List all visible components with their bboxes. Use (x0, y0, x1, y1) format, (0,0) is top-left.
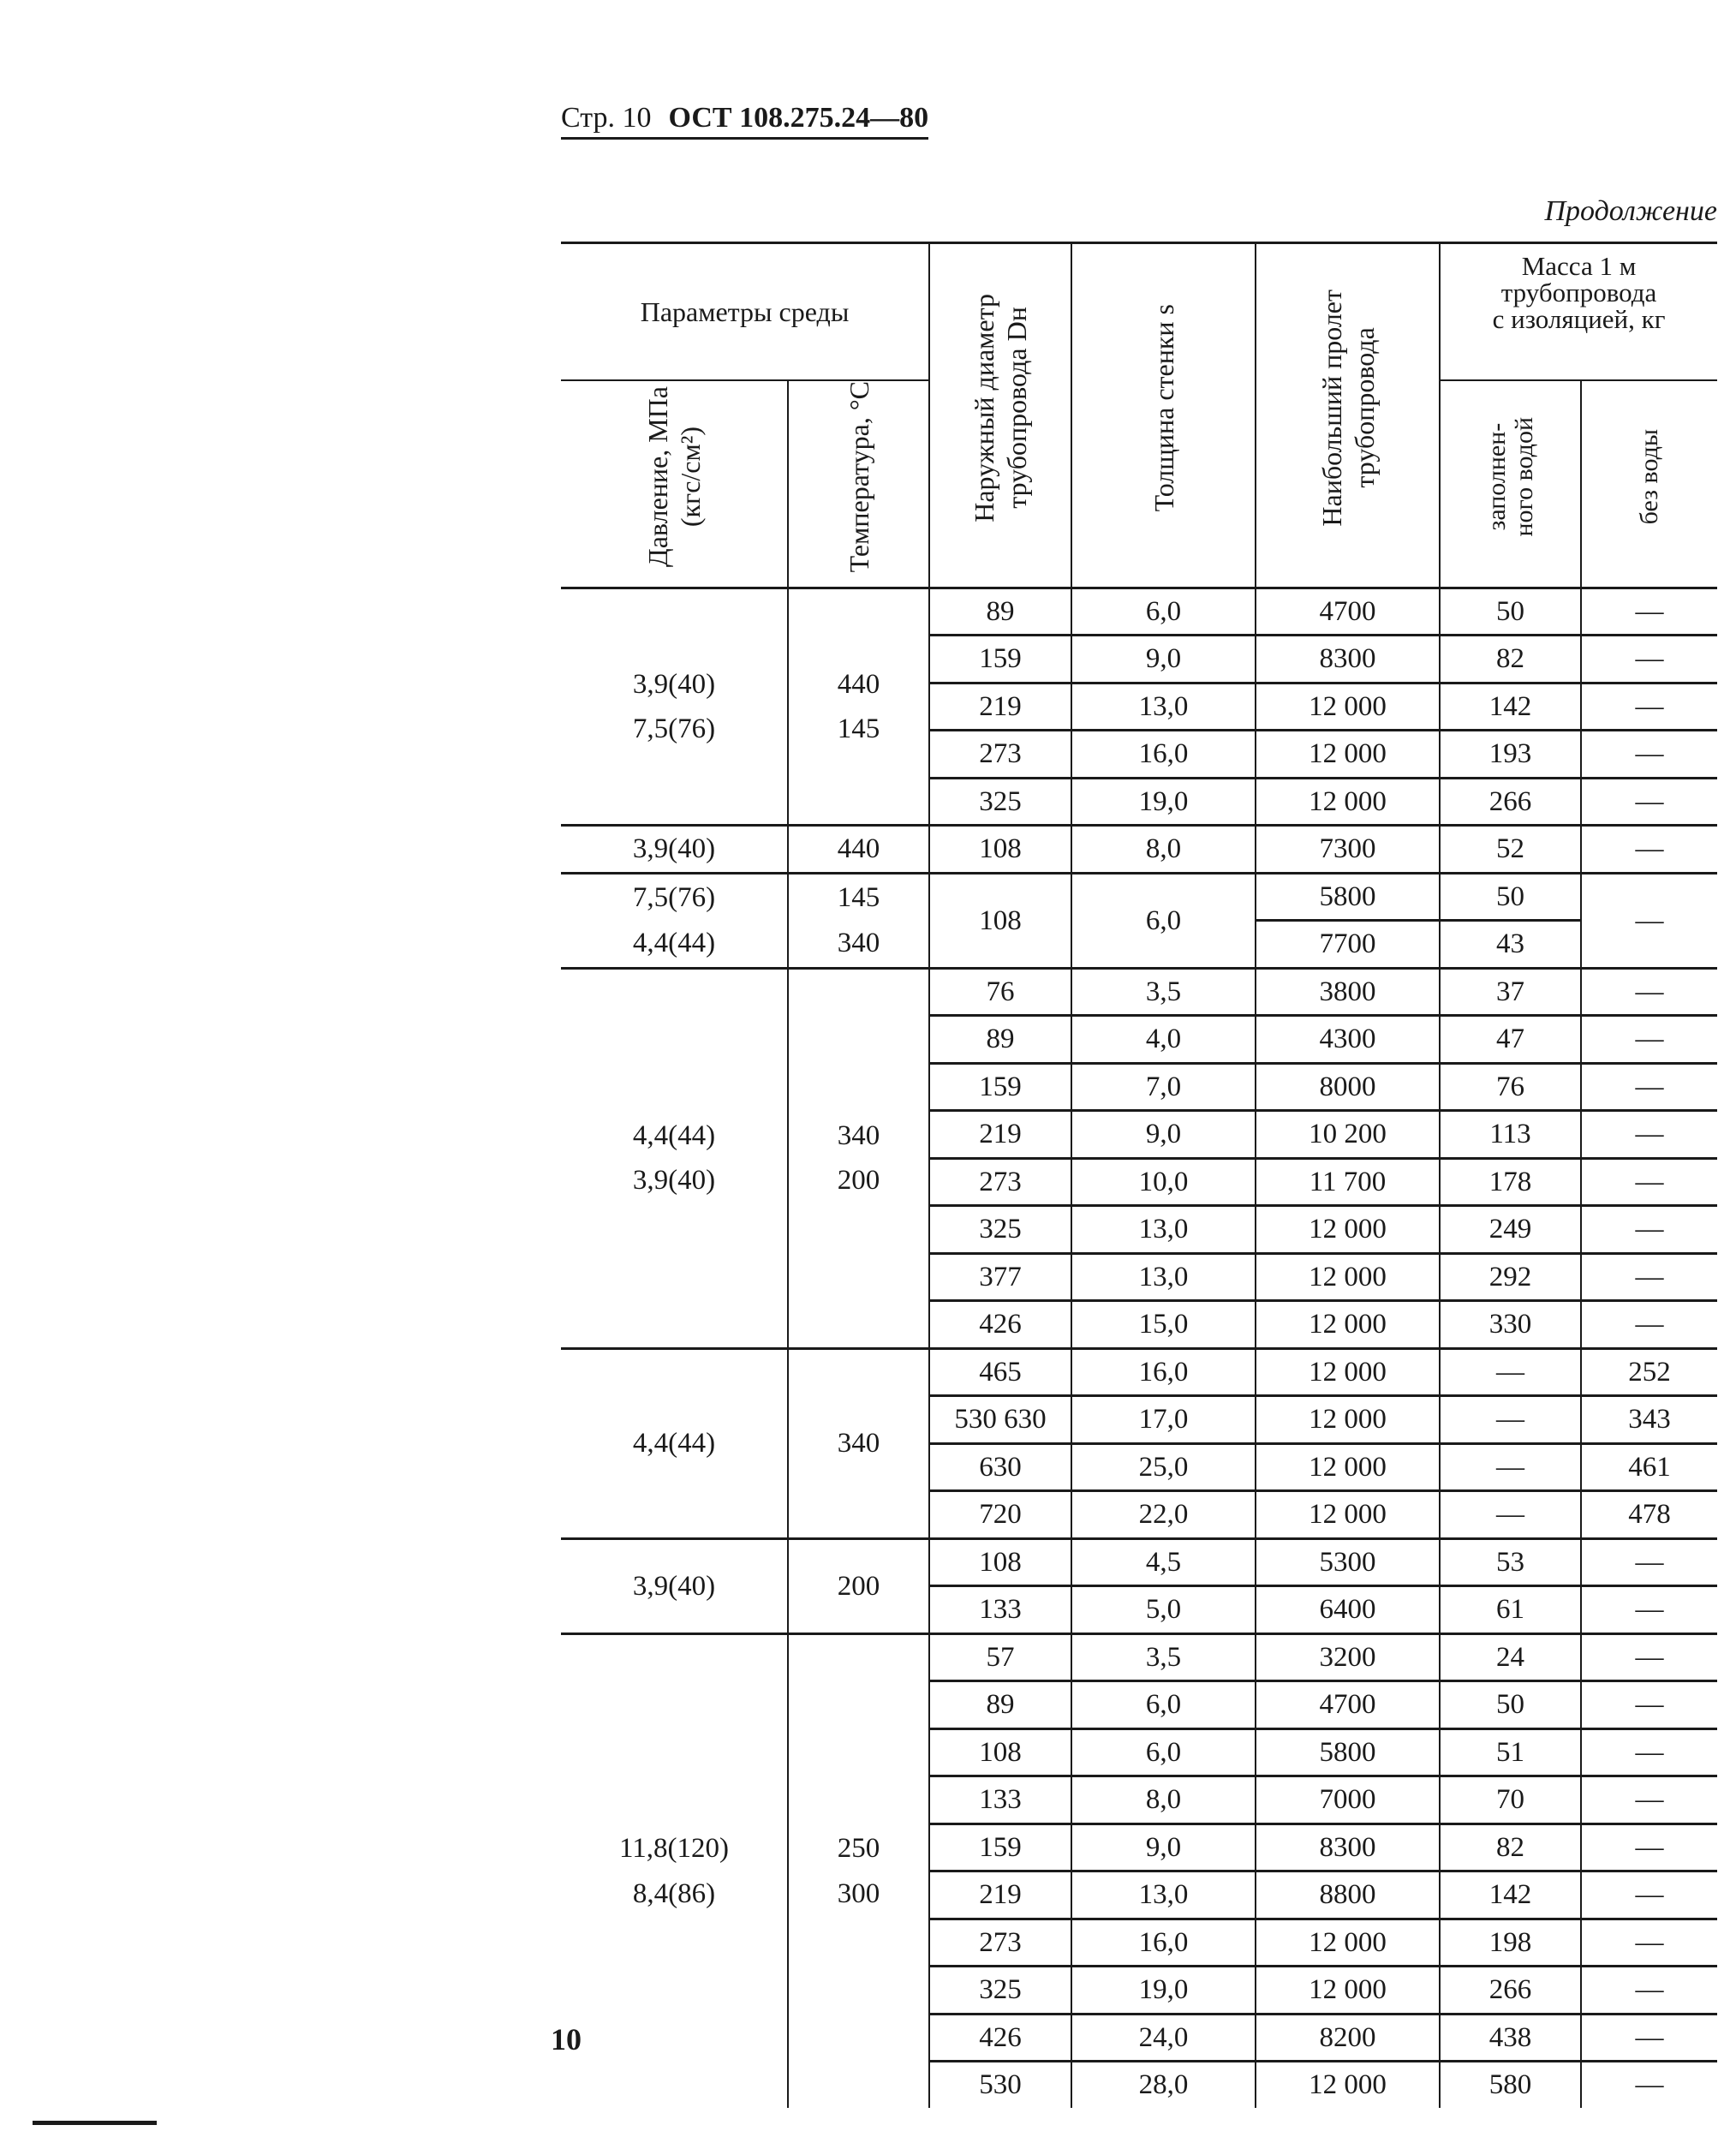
filled-mass-cell: 178 (1440, 1158, 1581, 1206)
wall-thickness-cell: 9,0 (1071, 1824, 1256, 1871)
empty-mass-cell: — (1581, 1919, 1717, 1967)
page-number: 10 (551, 2022, 582, 2056)
span-cell: 11 700 (1256, 1158, 1440, 1206)
diameter-cell: 720 (929, 1491, 1071, 1539)
pressure-cell-line: 11,8(120) (618, 1833, 729, 1865)
filled-mass-cell: 142 (1440, 683, 1581, 731)
pressure-cell-line: 3,9(40) (632, 1570, 716, 1602)
span-cell: 8800 (1256, 1871, 1440, 1919)
pressure-cell-line: 3,9(40) (632, 668, 716, 700)
span-cell: 12 000 (1256, 1253, 1440, 1301)
span-cell: 12 000 (1256, 1491, 1440, 1539)
filled-mass-cell: 51 (1440, 1728, 1581, 1776)
temperature-cell-line: 340 (837, 927, 880, 958)
span-cell: 4700 (1256, 588, 1440, 636)
diameter-cell: 530 (929, 2062, 1071, 2108)
empty-mass-cell: — (1581, 1158, 1717, 1206)
filled-mass-cell: — (1440, 1348, 1581, 1396)
span-cell: 4700 (1256, 1681, 1440, 1729)
pressure-cell-line: 4,4(44) (632, 927, 716, 958)
pressure-cell-line: 3,9(40) (632, 833, 716, 865)
filled-mass-cell: 249 (1440, 1206, 1581, 1254)
diameter-cell: 89 (929, 588, 1071, 636)
table-row (561, 1538, 1717, 1586)
span-cell: 12 000 (1256, 683, 1440, 731)
table-row (561, 873, 1717, 921)
diameter-cell: 219 (929, 683, 1071, 731)
filled-mass-cell: 142 (1440, 1871, 1581, 1919)
empty-mass-cell: — (1581, 1111, 1717, 1159)
empty-mass-cell: — (1581, 731, 1717, 779)
diameter-cell: 159 (929, 636, 1071, 683)
diameter-cell: 108 (929, 826, 1071, 874)
wall-thickness-header: Толщина стенки s (1071, 243, 1256, 588)
empty-mass-cell: — (1581, 1967, 1717, 2015)
empty-mass-cell: — (1581, 873, 1717, 968)
diameter-cell: 325 (929, 1206, 1071, 1254)
pressure-cell-line: 7,5(76) (632, 882, 716, 914)
diameter-cell: 273 (929, 1919, 1071, 1967)
diameter-cell: 219 (929, 1111, 1071, 1159)
filled-mass-cell: — (1440, 1396, 1581, 1444)
diameter-cell: 89 (929, 1016, 1071, 1064)
wall-thickness-cell: 19,0 (1071, 778, 1256, 826)
filled-mass-cell: 50 (1440, 1681, 1581, 1729)
pipe-table-container (561, 242, 1717, 2108)
table-row (561, 968, 1717, 1016)
diameter-cell: 630 (929, 1443, 1071, 1491)
wall-thickness-cell: 24,0 (1071, 2014, 1256, 2062)
empty-mass-cell: — (1581, 683, 1717, 731)
wall-thickness-cell: 8,0 (1071, 826, 1256, 874)
empty-mass-cell: — (1581, 1728, 1717, 1776)
diameter-cell: 273 (929, 1158, 1071, 1206)
span-cell: 5300 (1256, 1538, 1440, 1586)
wall-thickness-cell: 7,0 (1071, 1063, 1256, 1111)
pressure-cell (561, 873, 788, 968)
span-cell: 12 000 (1256, 1396, 1440, 1444)
row-group (561, 1633, 1717, 2108)
span-cell: 4300 (1256, 1016, 1440, 1064)
span-cell: 12 000 (1256, 1206, 1440, 1254)
empty-mass-cell: — (1581, 1824, 1717, 1871)
filled-mass-cell: 50 (1440, 873, 1581, 921)
temperature-cell (788, 1348, 929, 1538)
filled-mass-cell: 266 (1440, 1967, 1581, 2015)
filled-mass-cell: 330 (1440, 1301, 1581, 1349)
span-cell: 12 000 (1256, 778, 1440, 826)
temperature-cell-line: 200 (837, 1570, 880, 1602)
diameter-cell: 219 (929, 1871, 1071, 1919)
span-cell: 8300 (1256, 636, 1440, 683)
temperature-cell-line: 300 (837, 1877, 880, 1909)
page-label: Стр. 10 (561, 102, 652, 134)
empty-mass-cell: — (1581, 1538, 1717, 1586)
mass-header: Масса 1 м трубопровода с изоляцией, кг (1440, 243, 1717, 381)
filled-mass-cell: 37 (1440, 968, 1581, 1016)
span-cell: 7000 (1256, 1776, 1440, 1824)
diameter-cell: 133 (929, 1586, 1071, 1634)
wall-thickness-cell: 6,0 (1071, 873, 1256, 968)
diameter-cell: 108 (929, 1538, 1071, 1586)
span-cell: 7700 (1256, 921, 1440, 969)
span-cell: 5800 (1256, 1728, 1440, 1776)
pressure-cell-line: 3,9(40) (632, 1165, 716, 1197)
temperature-cell-line: 440 (837, 668, 880, 700)
wall-thickness-cell: 3,5 (1071, 968, 1256, 1016)
wall-thickness-cell: 16,0 (1071, 1919, 1256, 1967)
span-header: Наибольший пролет трубопровода (1256, 243, 1440, 588)
empty-mass-cell: — (1581, 1871, 1717, 1919)
wall-thickness-cell: 6,0 (1071, 588, 1256, 636)
wall-thickness-cell: 13,0 (1071, 683, 1256, 731)
empty-mass-cell: — (1581, 588, 1717, 636)
wall-thickness-cell: 19,0 (1071, 1967, 1256, 2015)
span-cell: 12 000 (1256, 1348, 1440, 1396)
span-cell: 3800 (1256, 968, 1440, 1016)
diameter-cell: 273 (929, 731, 1071, 779)
diameter-cell: 133 (929, 1776, 1071, 1824)
diameter-cell: 426 (929, 1301, 1071, 1349)
filled-mass-cell: 50 (1440, 588, 1581, 636)
span-cell: 12 000 (1256, 1443, 1440, 1491)
pipe-table (561, 242, 1717, 2108)
filled-mass-cell: — (1440, 1491, 1581, 1539)
empty-mass-cell: 478 (1581, 1491, 1717, 1539)
temperature-cell-line: 440 (837, 833, 880, 865)
temperature-cell (788, 826, 929, 874)
wall-thickness-cell: 13,0 (1071, 1253, 1256, 1301)
empty-mass-cell: — (1581, 1301, 1717, 1349)
filled-mass-cell: 61 (1440, 1586, 1581, 1634)
diameter-cell: 76 (929, 968, 1071, 1016)
pressure-header: Давление, МПа (кгс/см²) (561, 380, 788, 588)
diameter-cell: 465 (929, 1348, 1071, 1396)
filled-mass-cell: 24 (1440, 1633, 1581, 1681)
diameter-header: Наружный диаметр трубопровода Dн (929, 243, 1071, 588)
filled-mass-cell: 438 (1440, 2014, 1581, 2062)
table-row (561, 826, 1717, 874)
pressure-cell (561, 1633, 788, 2108)
filled-mass-cell: 198 (1440, 1919, 1581, 1967)
empty-mass-cell: — (1581, 1586, 1717, 1634)
diameter-cell: 377 (929, 1253, 1071, 1301)
span-cell: 12 000 (1256, 2062, 1440, 2108)
empty-mass-cell: — (1581, 1253, 1717, 1301)
wall-thickness-cell: 15,0 (1071, 1301, 1256, 1349)
wall-thickness-cell: 25,0 (1071, 1443, 1256, 1491)
span-cell: 7300 (1256, 826, 1440, 874)
empty-mass-cell: 343 (1581, 1396, 1717, 1444)
pressure-cell (561, 968, 788, 1348)
wall-thickness-cell: 6,0 (1071, 1728, 1256, 1776)
empty-mass-cell: — (1581, 968, 1717, 1016)
continuation-label: Продолжение (1544, 195, 1717, 227)
filled-mass-cell: 47 (1440, 1016, 1581, 1064)
span-cell: 3200 (1256, 1633, 1440, 1681)
filled-mass-cell: — (1440, 1443, 1581, 1491)
diameter-cell: 89 (929, 1681, 1071, 1729)
wall-thickness-cell: 9,0 (1071, 636, 1256, 683)
empty-mass-cell: 461 (1581, 1443, 1717, 1491)
wall-thickness-cell: 3,5 (1071, 1633, 1256, 1681)
wall-thickness-cell: 17,0 (1071, 1396, 1256, 1444)
wall-thickness-cell: 4,5 (1071, 1538, 1256, 1586)
filled-mass-cell: 43 (1440, 921, 1581, 969)
pressure-cell (561, 1538, 788, 1633)
diameter-cell: 530 630 (929, 1396, 1071, 1444)
pressure-cell (561, 588, 788, 826)
span-cell: 12 000 (1256, 731, 1440, 779)
diameter-cell: 159 (929, 1824, 1071, 1871)
pressure-cell-line: 4,4(44) (632, 1428, 716, 1459)
wall-thickness-cell: 16,0 (1071, 1348, 1256, 1396)
pressure-cell-line: 7,5(76) (632, 713, 716, 745)
empty-mass-cell: — (1581, 1633, 1717, 1681)
corner-mark (33, 2121, 157, 2125)
empty-mass-header: без воды (1581, 380, 1717, 588)
empty-mass-cell: — (1581, 826, 1717, 874)
filled-mass-cell: 52 (1440, 826, 1581, 874)
filled-mass-cell: 70 (1440, 1776, 1581, 1824)
wall-thickness-cell: 16,0 (1071, 731, 1256, 779)
wall-thickness-cell: 10,0 (1071, 1158, 1256, 1206)
span-cell: 12 000 (1256, 1967, 1440, 2015)
diameter-cell: 325 (929, 778, 1071, 826)
empty-mass-cell: — (1581, 1206, 1717, 1254)
temperature-cell (788, 1633, 929, 2108)
pressure-cell (561, 826, 788, 874)
empty-mass-cell: — (1581, 636, 1717, 683)
diameter-cell: 108 (929, 873, 1071, 968)
filled-mass-cell: 113 (1440, 1111, 1581, 1159)
temperature-cell (788, 968, 929, 1348)
span-cell: 10 200 (1256, 1111, 1440, 1159)
row-group (561, 1538, 1717, 1633)
filled-mass-header: заполнен- ного водой (1440, 380, 1581, 588)
temperature-cell-line: 340 (837, 1119, 880, 1151)
span-cell: 12 000 (1256, 1919, 1440, 1967)
filled-mass-cell: 76 (1440, 1063, 1581, 1111)
temperature-cell-line: 145 (837, 882, 880, 914)
empty-mass-cell: — (1581, 1681, 1717, 1729)
pressure-cell-line: 8,4(86) (632, 1877, 716, 1909)
medium-params-header: Параметры среды (561, 243, 929, 381)
span-cell: 8200 (1256, 2014, 1440, 2062)
empty-mass-cell: — (1581, 1776, 1717, 1824)
row-group (561, 968, 1717, 1348)
wall-thickness-cell: 9,0 (1071, 1111, 1256, 1159)
empty-mass-cell: — (1581, 2062, 1717, 2108)
standard-number: ОСТ 108.275.24—80 (668, 102, 929, 134)
span-cell: 8300 (1256, 1824, 1440, 1871)
temperature-cell-line: 250 (837, 1833, 880, 1865)
empty-mass-cell: — (1581, 778, 1717, 826)
span-cell: 12 000 (1256, 1301, 1440, 1349)
row-group (561, 873, 1717, 968)
diameter-cell: 159 (929, 1063, 1071, 1111)
temperature-cell-line: 200 (837, 1165, 880, 1197)
row-group (561, 1348, 1717, 1538)
span-cell: 8000 (1256, 1063, 1440, 1111)
span-cell: 6400 (1256, 1586, 1440, 1634)
page-header (561, 101, 928, 140)
diameter-cell: 108 (929, 1728, 1071, 1776)
pressure-cell-line: 4,4(44) (632, 1119, 716, 1151)
wall-thickness-cell: 22,0 (1071, 1491, 1256, 1539)
temperature-cell (788, 588, 929, 826)
temperature-cell-line: 145 (837, 713, 880, 745)
diameter-cell: 57 (929, 1633, 1071, 1681)
wall-thickness-cell: 4,0 (1071, 1016, 1256, 1064)
wall-thickness-cell: 8,0 (1071, 1776, 1256, 1824)
temperature-header: Температура, °С (788, 380, 929, 588)
span-cell: 5800 (1256, 873, 1440, 921)
row-group (561, 826, 1717, 874)
filled-mass-cell: 266 (1440, 778, 1581, 826)
empty-mass-cell: — (1581, 1016, 1717, 1064)
temperature-cell (788, 1538, 929, 1633)
temperature-cell-line: 340 (837, 1428, 880, 1459)
wall-thickness-cell: 6,0 (1071, 1681, 1256, 1729)
filled-mass-cell: 292 (1440, 1253, 1581, 1301)
temperature-cell (788, 873, 929, 968)
row-group (561, 588, 1717, 826)
wall-thickness-cell: 28,0 (1071, 2062, 1256, 2108)
wall-thickness-cell: 13,0 (1071, 1871, 1256, 1919)
table-row (561, 588, 1717, 636)
empty-mass-cell: — (1581, 1063, 1717, 1111)
wall-thickness-cell: 5,0 (1071, 1586, 1256, 1634)
wall-thickness-cell: 13,0 (1071, 1206, 1256, 1254)
pressure-cell (561, 1348, 788, 1538)
table-row (561, 1633, 1717, 1681)
filled-mass-cell: 580 (1440, 2062, 1581, 2108)
table-row (561, 1348, 1717, 1396)
filled-mass-cell: 193 (1440, 731, 1581, 779)
filled-mass-cell: 53 (1440, 1538, 1581, 1586)
empty-mass-cell: — (1581, 2014, 1717, 2062)
table-header (561, 243, 1717, 588)
empty-mass-cell: 252 (1581, 1348, 1717, 1396)
filled-mass-cell: 82 (1440, 1824, 1581, 1871)
diameter-cell: 325 (929, 1967, 1071, 2015)
filled-mass-cell: 82 (1440, 636, 1581, 683)
diameter-cell: 426 (929, 2014, 1071, 2062)
